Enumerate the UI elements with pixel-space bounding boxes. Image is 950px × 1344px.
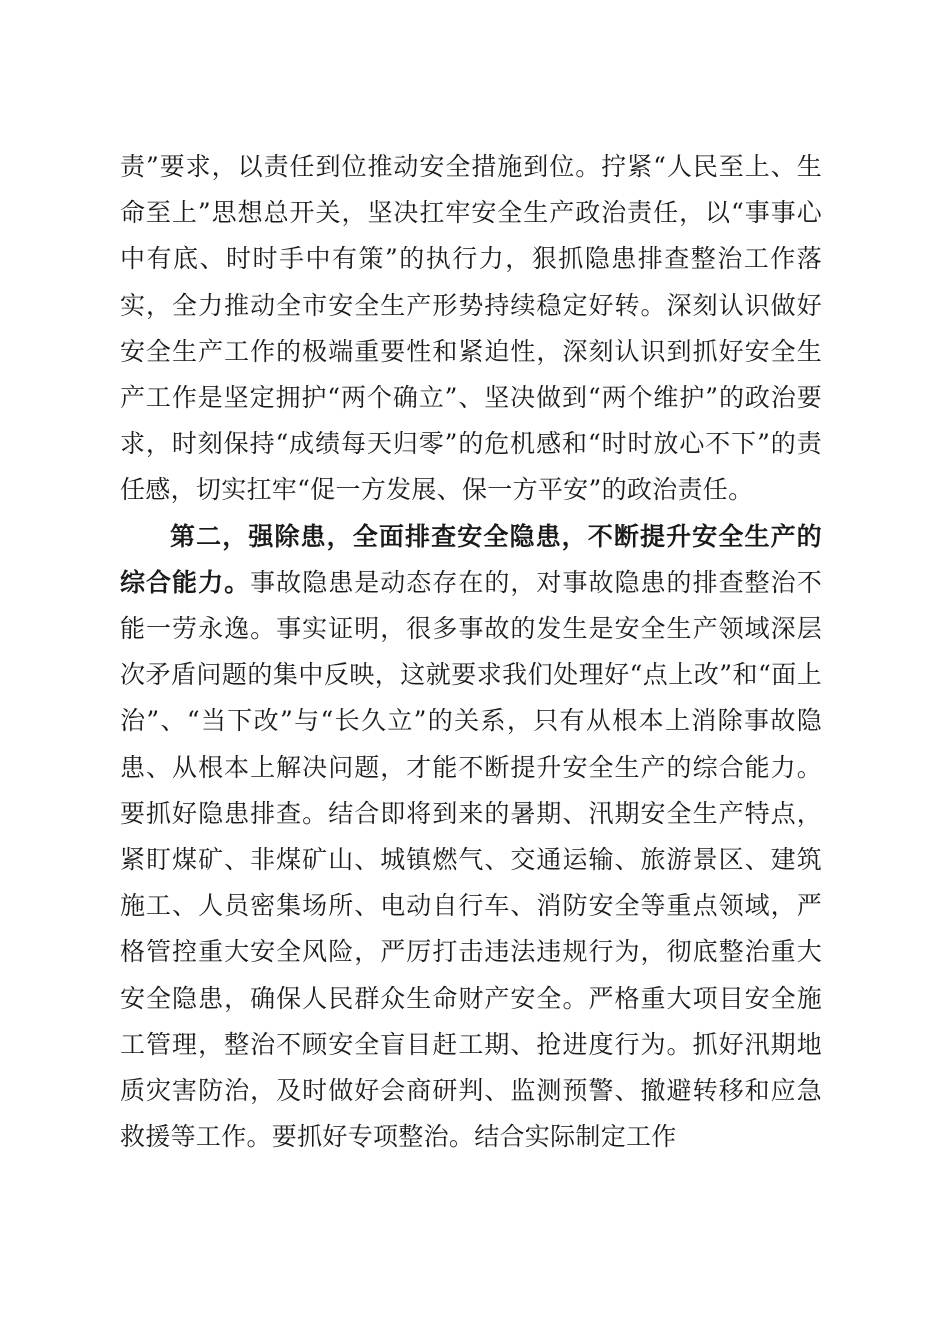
paragraph-2-heading: 第二，强除患，全面排查安全隐患，不断提升安全生产的综合能力。 <box>120 521 822 597</box>
paragraph-1-text: 责”要求，以责任到位推动安全措施到位。拧紧“人民至上、生命至上”思想总开关，坚决扛牢安全生产政治责任，以“事事心中有底、时时手中有策”的执行力，狠抓隐患排查整治工作落实，全力推动全市安全生产形势持续稳定好转。深刻认识做好安全生产工作的极端重要性和紧迫性，深刻认识到抓好安全生产工作是坚定拥护“两个确立”、坚决做到“两个维护”的政治要求，时刻保持“成绩每天归零”的危机感和“时时放心不下”的责任感，切实扛牢“促一方发展、保一方平安”的政治责任。 <box>120 152 822 505</box>
paragraph-1 <box>120 144 822 514</box>
paragraph-2-text: 事故隐患是动态存在的，对事故隐患的排查整治不能一劳永逸。事实证明，很多事故的发生是安全生产领域深层次矛盾问题的集中反映，这就要求我们处理好“点上改”和“面上治”、“当下改”与“长久立”的关系，只有从根本上消除事故隐患、从根本上解决问题，才能不断提升安全生产的综合能力。要抓好隐患排查。结合即将到来的暑期、汛期安全生产特点，紧盯煤矿、非煤矿山、城镇燃气、交通运输、旅游景区、建筑施工、人员密集场所、电动自行车、消防安全等重点领域，严格管控重大安全风险，严厉打击违法违规行为，彻底整治重大安全隐患，确保人民群众生命财产安全。严格重大项目安全施工管理，整治不顾安全盲目赶工期、抢进度行为。抓好汛期地质灾害防治，及时做好会商研判、监测预警、撤避转移和应急救援等工作。要抓好专项整治。结合实际制定工作 <box>120 567 822 1152</box>
paragraph-2 <box>120 514 822 1161</box>
document-body <box>120 144 822 1160</box>
